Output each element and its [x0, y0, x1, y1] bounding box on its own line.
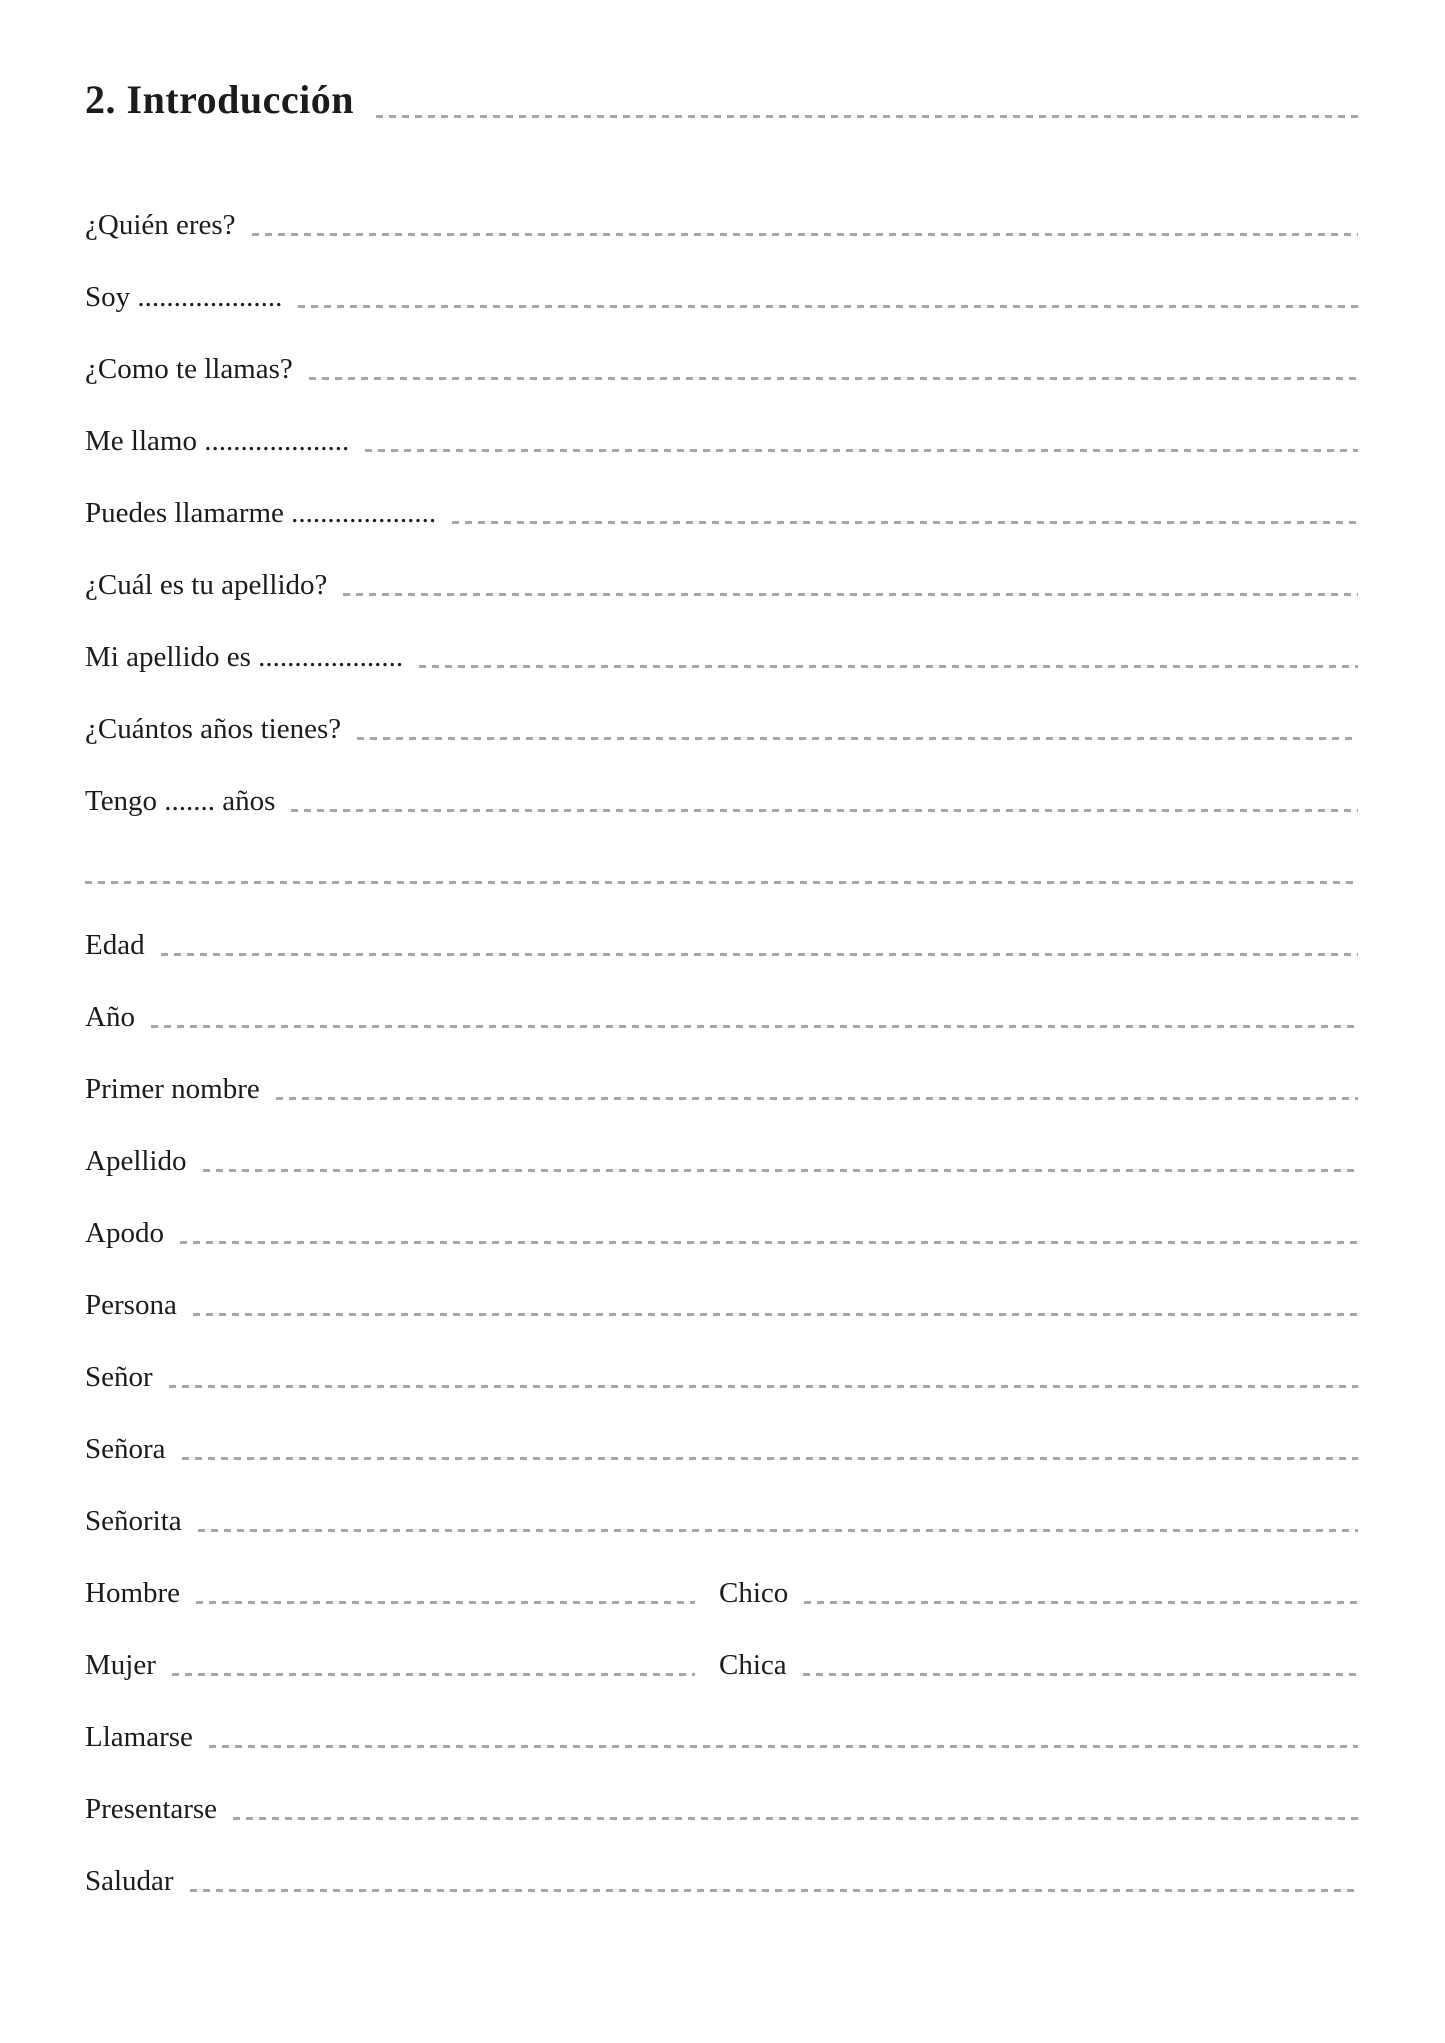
term-label: Presentarse: [85, 1793, 218, 1825]
term-label: Soy ....................: [85, 281, 283, 313]
answer-dashline: [182, 1457, 1358, 1460]
answer-dashline: [357, 737, 1358, 740]
vocab-row: [85, 600, 1358, 672]
term-label: Primer nombre: [85, 1073, 260, 1105]
vocab-row: [85, 960, 1358, 1032]
vocab-row: [85, 744, 1358, 816]
term-label: Edad: [85, 929, 145, 961]
answer-dashline: [85, 881, 1358, 884]
right-column-cell: [719, 1651, 1358, 1680]
term-label: Hombre: [85, 1577, 181, 1609]
vocab-row: [85, 1248, 1358, 1320]
term-label: Mujer: [85, 1649, 156, 1681]
vocab-row: [85, 240, 1358, 312]
vocab-row: [85, 168, 1358, 240]
answer-dashline: [291, 809, 1358, 812]
term-label: ¿Como te llamas?: [85, 353, 293, 385]
answer-dashline: [180, 1241, 1358, 1244]
vocab-row: [85, 384, 1358, 456]
term-label: Tengo ....... años: [85, 785, 276, 817]
term-label: ¿Cuántos años tienes?: [85, 713, 342, 745]
term-label: Llamarse: [85, 1721, 193, 1753]
vocab-row: [85, 1752, 1358, 1824]
term-label: ¿Quién eres?: [85, 209, 236, 241]
left-column-cell: [85, 1651, 695, 1680]
term-label: Señorita: [85, 1505, 182, 1537]
term-label: Puedes llamarme ....................: [85, 497, 437, 529]
vocab-row: [85, 672, 1358, 744]
vocab-row: [85, 312, 1358, 384]
answer-dashline: [804, 1601, 1358, 1604]
answer-dashline: [196, 1601, 695, 1604]
answer-dashline: [252, 233, 1358, 236]
term-label: Apellido: [85, 1145, 187, 1177]
answer-dashline: [233, 1817, 1358, 1820]
answer-dashline: [803, 1673, 1358, 1676]
answer-dashline: [209, 1745, 1358, 1748]
right-column-cell: [719, 1579, 1358, 1608]
answer-dashline: [419, 665, 1358, 668]
vocab-row: [85, 1680, 1358, 1752]
vocab-row: [85, 1104, 1358, 1176]
term-label: Saludar: [85, 1865, 174, 1897]
term-label: Apodo: [85, 1217, 164, 1249]
vocab-row: [85, 1032, 1358, 1104]
answer-dashline: [151, 1025, 1358, 1028]
answer-dashline: [203, 1169, 1359, 1172]
vocab-row: [85, 528, 1358, 600]
answer-dashline: [172, 1673, 695, 1676]
vocab-row-double: [85, 1608, 1358, 1680]
term-label: Chico: [719, 1577, 789, 1609]
term-label: Me llamo ....................: [85, 425, 350, 457]
answer-dashline: [298, 305, 1358, 308]
left-column-cell: [85, 1579, 695, 1608]
vocab-row: [85, 1392, 1358, 1464]
separator-row: [85, 816, 1358, 888]
term-label: ¿Cuál es tu apellido?: [85, 569, 328, 601]
term-label: Persona: [85, 1289, 177, 1321]
answer-dashline: [343, 593, 1358, 596]
answer-dashline: [161, 953, 1358, 956]
term-label: Señor: [85, 1361, 153, 1393]
term-label: Señora: [85, 1433, 166, 1465]
vocab-row: [85, 888, 1358, 960]
term-label: Mi apellido es ....................: [85, 641, 404, 673]
answer-dashline: [276, 1097, 1358, 1100]
vocab-row-double: [85, 1536, 1358, 1608]
vocab-list: [85, 168, 1358, 1896]
page-title: 2. Introducción: [85, 77, 355, 122]
vocab-row: [85, 1464, 1358, 1536]
term-label: Año: [85, 1001, 135, 1033]
answer-dashline: [190, 1889, 1358, 1892]
section-title-row: [85, 76, 1358, 124]
answer-dashline: [198, 1529, 1358, 1532]
term-label: Chica: [719, 1649, 787, 1681]
vocab-row: [85, 1824, 1358, 1896]
answer-dashline: [365, 449, 1358, 452]
answer-dashline: [376, 115, 1358, 118]
answer-dashline: [452, 521, 1358, 524]
vocab-row: [85, 1320, 1358, 1392]
vocab-row: [85, 456, 1358, 528]
vocab-row: [85, 1176, 1358, 1248]
answer-dashline: [169, 1385, 1358, 1388]
answer-dashline: [193, 1313, 1358, 1316]
answer-dashline: [309, 377, 1358, 380]
